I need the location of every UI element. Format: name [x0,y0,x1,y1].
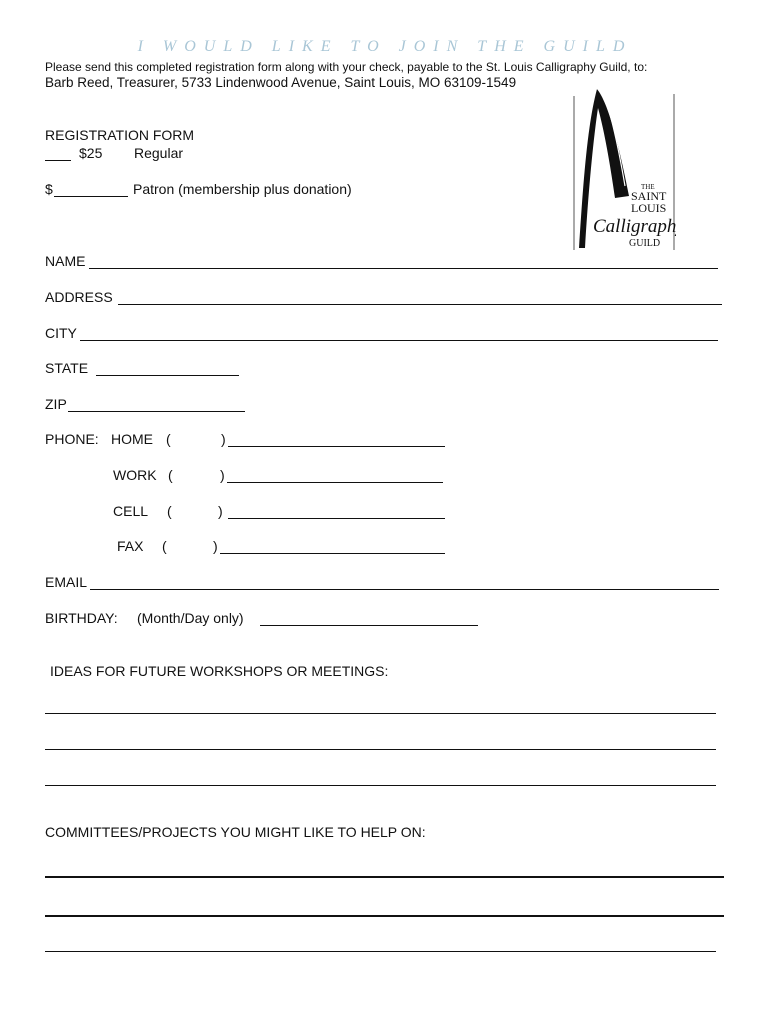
logo-guild: GUILD [629,238,661,249]
committees-line-3[interactable] [45,951,716,952]
ideas-line-3[interactable] [45,785,716,786]
logo-louis: LOUIS [631,201,667,215]
arch-logo-icon [573,86,676,252]
cell-paren-open: ( [167,503,172,519]
regular-amount: $25 [79,145,103,161]
home-label: HOME [111,431,153,447]
fax-paren-close: ) [213,538,218,554]
work-label: WORK [113,467,157,483]
patron-amount-line[interactable] [54,196,128,197]
regular-label: Regular [134,145,184,161]
regular-checkbox-line[interactable] [45,160,71,161]
state-label: STATE [45,360,89,376]
cell-paren-close: ) [218,503,223,519]
state-field-line[interactable] [96,375,239,376]
logo-calligraphy: Calligraphy [593,216,676,237]
committees-line-1[interactable] [45,876,724,878]
fax-phone-line[interactable] [220,553,445,554]
committees-heading: COMMITTEES/PROJECTS YOU MIGHT LIKE TO HELP ON: [45,824,426,840]
birthday-hint: (Month/Day only) [137,610,244,626]
email-field-line[interactable] [90,589,719,590]
logo-saint: SAINT [631,189,667,203]
city-label: CITY [45,325,77,341]
patron-label: Patron (membership plus donation) [133,181,352,197]
mailing-address: Barb Reed, Treasurer, 5733 Lindenwood Avenue, Saint Louis, MO 63109-1549 [45,75,517,90]
birthday-field-line[interactable] [260,625,478,626]
ideas-line-2[interactable] [45,749,716,750]
name-field-line[interactable] [89,268,718,269]
home-phone-line[interactable] [228,446,445,447]
registration-heading: REGISTRATION FORM [45,127,195,143]
zip-field-line[interactable] [68,411,245,412]
cell-phone-line[interactable] [228,518,445,519]
name-label: NAME [45,253,86,269]
cell-label: CELL [113,503,149,519]
fax-paren-open: ( [162,538,167,554]
work-paren-close: ) [220,467,225,483]
birthday-label: BIRTHDAY: [45,610,118,626]
fax-label: FAX [117,538,144,554]
ideas-heading: IDEAS FOR FUTURE WORKSHOPS OR MEETINGS: [50,663,389,679]
logo-the: THE [641,183,655,191]
guild-logo [573,86,676,252]
home-paren-close: ) [221,431,226,447]
zip-label: ZIP [45,396,67,412]
city-field-line[interactable] [80,340,718,341]
phone-label: PHONE: [45,431,99,447]
form-title: I WOULD LIKE TO JOIN THE GUILD [137,38,633,55]
work-phone-line[interactable] [227,482,443,483]
address-field-line[interactable] [118,304,722,305]
ideas-line-1[interactable] [45,713,716,714]
home-paren-open: ( [166,431,171,447]
address-label: ADDRESS [45,289,113,305]
patron-dollar-sign: $ [45,181,53,197]
email-label: EMAIL [45,574,88,590]
instructions-text: Please send this completed registration form along with your check, payable to the St. Louis Calligraphy Guild, to: [45,60,648,74]
work-paren-open: ( [168,467,173,483]
committees-line-2[interactable] [45,915,724,917]
